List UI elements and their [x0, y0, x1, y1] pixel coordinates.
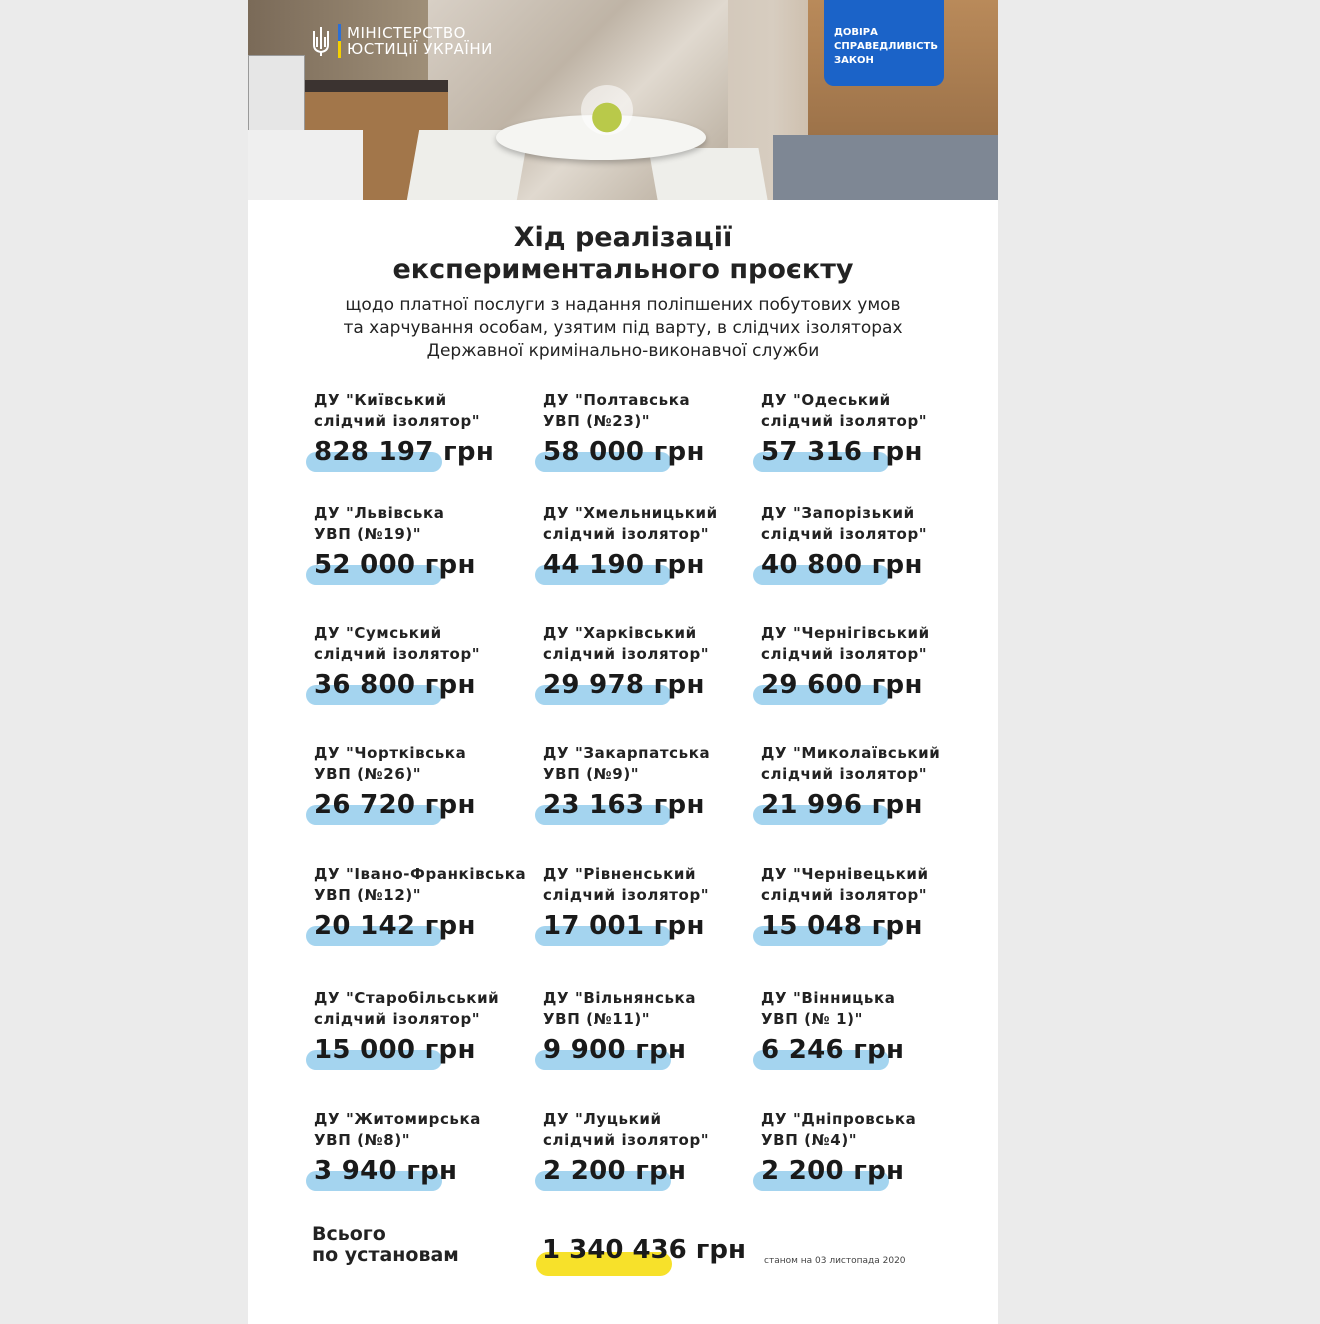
institution-name: ДУ "Чортківська УВП (№26)" [314, 744, 467, 783]
institution-amount: 29 600 грн [761, 670, 923, 700]
institution-card [314, 988, 544, 1074]
institution-amount: 15 000 грн [314, 1035, 476, 1065]
institution-card [761, 988, 991, 1074]
institution-name: ДУ "Івано-Франківська УВП (№12)" [314, 865, 527, 904]
institution-card [314, 503, 544, 589]
institution-card [314, 390, 544, 476]
institution-name: ДУ "Чернівецький слідчий ізолятор" [761, 865, 929, 904]
institution-amount: 40 800 грн [761, 550, 923, 580]
institution-amount: 2 200 грн [761, 1156, 905, 1186]
institution-name: ДУ "Хмельницький слідчий ізолятор" [543, 504, 718, 543]
institution-card [761, 1109, 991, 1195]
institution-name: ДУ "Закарпатська УВП (№9)" [543, 744, 711, 783]
institution-card [543, 623, 773, 709]
ministry-logo [310, 24, 493, 58]
institution-amount: 57 316 грн [761, 437, 923, 467]
fruit-bowl [581, 85, 633, 135]
institution-amount: 26 720 грн [314, 790, 476, 820]
total-amount: 1 340 436 грн [542, 1235, 746, 1265]
page-subtitle [233, 294, 1013, 363]
infographic-sheet [248, 0, 998, 1324]
subtitle-line-1: щодо платної послуги з надання поліпшених побутових умов [345, 295, 901, 315]
institution-card [543, 864, 773, 950]
motto-justice: СПРАВЕДЛИВІСТЬ [834, 41, 938, 52]
institution-amount: 23 163 грн [543, 790, 705, 820]
institution-card [543, 1109, 773, 1195]
institution-card [761, 864, 991, 950]
total-amount-block [542, 1234, 746, 1274]
subtitle-line-3: Державної кримінально-виконавчої служби [426, 341, 820, 361]
institution-name: ДУ "Рівненський слідчий ізолятор" [543, 865, 710, 904]
institution-amount: 6 246 грн [761, 1035, 905, 1065]
institution-amount: 9 900 грн [543, 1035, 687, 1065]
institution-card [314, 623, 544, 709]
institution-card [314, 1109, 544, 1195]
institution-amount: 3 940 грн [314, 1156, 458, 1186]
institution-amount: 21 996 грн [761, 790, 923, 820]
ministry-name-line2: ЮСТИЦІЇ УКРАЇНИ [347, 40, 493, 58]
institution-card [543, 988, 773, 1074]
institution-card [314, 864, 544, 950]
institution-name: ДУ "Миколаївський слідчий ізолятор" [761, 744, 941, 783]
institution-name: ДУ "Львівська УВП (№19)" [314, 504, 445, 543]
subtitle-line-2: та харчування особам, узятим під варту, в слідчих ізоляторах [343, 318, 903, 338]
institution-card [761, 623, 991, 709]
institution-name: ДУ "Полтавська УВП (№23)" [543, 391, 691, 430]
institution-name: ДУ "Київський слідчий ізолятор" [314, 391, 481, 430]
institution-card [761, 503, 991, 589]
institution-name: ДУ "Сумський слідчий ізолятор" [314, 624, 481, 663]
trident-icon [310, 25, 332, 57]
institution-name: ДУ "Вінницька УВП (№ 1)" [761, 989, 896, 1028]
flag-bar [338, 24, 341, 58]
institution-amount: 52 000 грн [314, 550, 476, 580]
institution-amount: 29 978 грн [543, 670, 705, 700]
institution-card [543, 743, 773, 829]
institution-card [761, 390, 991, 476]
institution-amount: 17 001 грн [543, 911, 705, 941]
institution-card [543, 503, 773, 589]
institution-name: ДУ "Вільнянська УВП (№11)" [543, 989, 697, 1028]
motto-law: ЗАКОН [834, 55, 874, 66]
institution-card [314, 743, 544, 829]
hero-photo [248, 0, 998, 200]
institution-name: ДУ "Запорізький слідчий ізолятор" [761, 504, 928, 543]
institution-amount: 36 800 грн [314, 670, 476, 700]
institution-amount: 58 000 грн [543, 437, 705, 467]
institution-name: ДУ "Старобільський слідчий ізолятор" [314, 989, 500, 1028]
institution-name: ДУ "Луцький слідчий ізолятор" [543, 1110, 710, 1149]
title-line-2: експериментального проєкту [392, 254, 854, 285]
institution-amount: 15 048 грн [761, 911, 923, 941]
total-label: Всього по установам [312, 1223, 459, 1266]
institution-amount: 828 197 грн [314, 437, 495, 467]
as-of-date: станом на 03 листопада 2020 [764, 1256, 906, 1266]
title-line-1: Хід реалізації [513, 222, 733, 253]
institution-amount: 2 200 грн [543, 1156, 687, 1186]
institution-card [761, 743, 991, 829]
institution-amount: 44 190 грн [543, 550, 705, 580]
institution-amount: 20 142 грн [314, 911, 476, 941]
institution-card [543, 390, 773, 476]
motto-trust: ДОВІРА [834, 27, 878, 38]
page-title [248, 222, 998, 286]
institution-name: ДУ "Одеський слідчий ізолятор" [761, 391, 928, 430]
motto-badge [824, 0, 944, 86]
institution-name: ДУ "Житомирська УВП (№8)" [314, 1110, 482, 1149]
ministry-name-line1: МІНІСТЕРСТВО [347, 24, 466, 42]
institution-name: ДУ "Чернігівський слідчий ізолятор" [761, 624, 930, 663]
institution-name: ДУ "Дніпровська УВП (№4)" [761, 1110, 917, 1149]
institution-name: ДУ "Харківський слідчий ізолятор" [543, 624, 710, 663]
